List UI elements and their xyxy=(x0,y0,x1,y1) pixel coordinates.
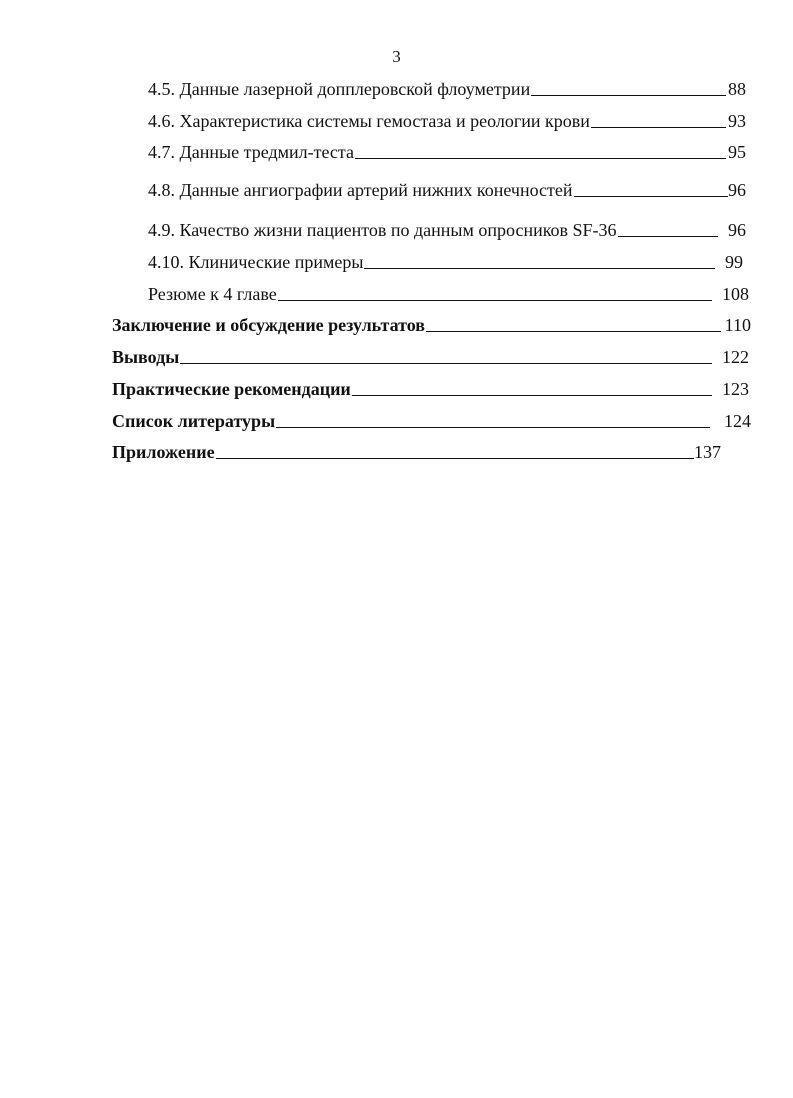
toc-entry-page: 95 xyxy=(728,142,746,162)
toc-entry-title: Список литературы xyxy=(112,411,276,431)
toc-entry xyxy=(112,378,749,400)
toc-entry-title: 4.7. Данные тредмил-теста xyxy=(148,142,354,162)
toc-entry-title: Выводы xyxy=(112,347,180,367)
toc-entry-title: 4.8. Данные ангиографии артерий нижних конечностей xyxy=(148,180,573,200)
toc-entry xyxy=(148,78,746,100)
toc-entry-page: 88 xyxy=(728,79,746,99)
toc-leader xyxy=(426,331,721,332)
toc-entry xyxy=(148,219,746,241)
toc-entry-page: 122 xyxy=(722,347,749,367)
toc-entry-page: 123 xyxy=(722,379,749,399)
toc-entry xyxy=(148,141,746,163)
toc-leader xyxy=(591,127,726,128)
toc-entry-title: Практические рекомендации xyxy=(112,379,351,399)
toc-entry xyxy=(112,410,751,432)
toc-leader xyxy=(618,236,718,237)
toc-entry-page: 96 xyxy=(728,180,746,200)
toc-entry xyxy=(112,441,721,463)
toc-leader xyxy=(180,363,712,364)
toc-entry-title: 4.6. Характеристика системы гемостаза и реологии крови xyxy=(148,111,590,131)
toc-entry-page: 108 xyxy=(722,284,749,304)
toc-entry xyxy=(148,251,743,273)
toc-entry-page: 93 xyxy=(728,111,746,131)
toc-entry xyxy=(112,314,751,336)
toc-entry-title: Заключение и обсуждение результатов xyxy=(112,315,425,335)
toc-entry-title: 4.10. Клинические примеры xyxy=(148,252,364,272)
toc-entry-page: 110 xyxy=(724,315,751,335)
toc-entry-title: 4.5. Данные лазерной допплеровской флоуметрии xyxy=(148,79,531,99)
toc-leader xyxy=(278,300,712,301)
toc-entry-page: 137 xyxy=(694,442,721,462)
toc-entry-title: Резюме к 4 главе xyxy=(148,284,277,304)
toc-entry xyxy=(148,110,746,132)
toc-leader xyxy=(364,268,715,269)
toc-leader xyxy=(355,158,726,159)
toc-entry-title: Приложение xyxy=(112,442,215,462)
page-number: 3 xyxy=(392,47,401,66)
toc-leader xyxy=(574,196,728,197)
toc-leader xyxy=(352,395,712,396)
toc-entry-page: 124 xyxy=(724,411,751,431)
toc-entry-page: 99 xyxy=(725,252,743,272)
toc-entry xyxy=(112,346,749,368)
toc-leader xyxy=(216,458,694,459)
toc-leader xyxy=(531,95,726,96)
toc-entry-page: 96 xyxy=(728,220,746,240)
toc-entry-title: 4.9. Качество жизни пациентов по данным опросников SF-36 xyxy=(148,220,617,240)
toc-entry xyxy=(148,283,749,305)
toc-leader xyxy=(276,427,710,428)
toc-entry xyxy=(148,179,746,201)
